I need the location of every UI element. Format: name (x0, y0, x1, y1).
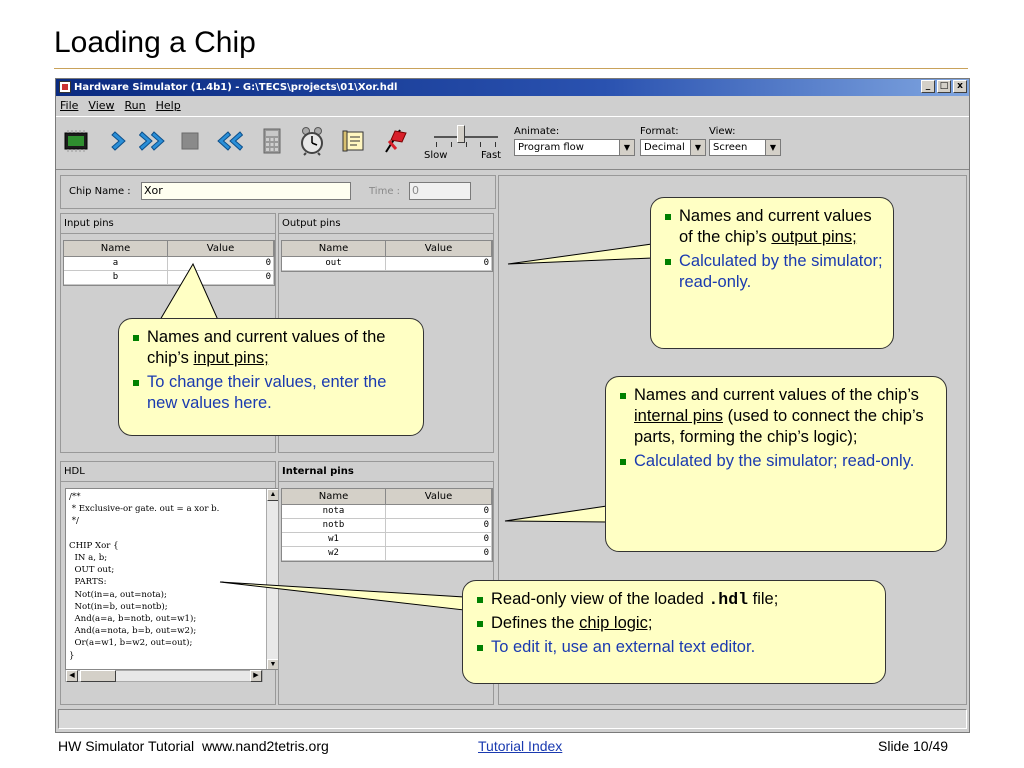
pin-value: 0 (386, 533, 492, 546)
col-value-header: Value (386, 489, 492, 505)
run-button[interactable] (138, 125, 170, 157)
callout-bullet: To edit it, use an external text editor. (473, 637, 875, 658)
hdl-code-view[interactable] (65, 488, 279, 670)
chevron-down-icon: ▼ (765, 140, 780, 155)
input-pins-title: Input pins (61, 214, 275, 234)
pin-name: nota (282, 505, 386, 518)
status-bar (58, 709, 967, 729)
hdl-callout (462, 580, 886, 684)
chip-name-panel (60, 175, 496, 209)
col-name-header: Name (282, 241, 386, 257)
col-name-header: Name (282, 489, 386, 505)
view-value: Screen (713, 142, 748, 153)
format-label: Format: (640, 126, 679, 137)
scroll-up-icon[interactable]: ▲ (267, 489, 279, 501)
table-row (282, 547, 492, 561)
view-label: View: (709, 126, 736, 137)
table-row (282, 519, 492, 533)
run-icon (139, 129, 169, 153)
single-step-icon (108, 129, 132, 153)
output-pins-title: Output pins (279, 214, 493, 234)
window-title: Hardware Simulator (1.4b1) - G:\TECS\projects\01\Xor.hdl (74, 82, 398, 93)
reset-icon (213, 129, 243, 153)
col-value-header: Value (386, 241, 492, 257)
pin-value-input[interactable]: 0 (168, 257, 274, 270)
slide-number: Slide 10/49 (878, 738, 949, 754)
footer-website: www.nand2tetris.org (201, 738, 329, 754)
format-value: Decimal (644, 142, 685, 153)
callout-bullet: Calculated by the simulator; read-only. (616, 451, 936, 472)
scroll-right-icon[interactable]: ▶ (250, 670, 262, 682)
output-pins-callout (650, 197, 894, 349)
script-icon (341, 128, 367, 154)
breakpoint-button[interactable] (378, 125, 410, 157)
internal-pins-callout (605, 376, 947, 552)
col-name-header: Name (64, 241, 168, 257)
menu-bar (56, 97, 969, 115)
script-button[interactable] (338, 125, 370, 157)
internal-pins-title: Internal pins (279, 462, 493, 482)
pin-name: notb (282, 519, 386, 532)
footer-left (58, 738, 329, 754)
pin-value: 0 (386, 505, 492, 518)
pin-value: 0 (386, 257, 492, 270)
hdl-panel (60, 461, 276, 705)
stop-button[interactable] (174, 125, 206, 157)
input-pins-callout (118, 318, 424, 436)
speed-slider-handle[interactable] (457, 125, 465, 143)
clock-icon (298, 126, 326, 156)
load-chip-button[interactable] (60, 125, 92, 157)
animate-select[interactable] (514, 139, 635, 156)
pin-name: a (64, 257, 168, 270)
callout-bullet: To change their values, enter the new values here. (129, 372, 413, 414)
menu-help[interactable]: Help (155, 99, 181, 112)
table-row (282, 257, 492, 271)
table-row (64, 257, 274, 271)
callout-bullet: Names and current values of the chip’s output pins; (661, 206, 883, 248)
table-row (282, 533, 492, 547)
close-button[interactable]: x (953, 80, 967, 93)
calculator-button[interactable] (256, 125, 288, 157)
time-field: 0 (409, 182, 471, 200)
reset-button[interactable] (212, 125, 244, 157)
table-row (64, 271, 274, 285)
animate-value: Program flow (518, 142, 584, 153)
chevron-down-icon: ▼ (619, 140, 634, 155)
app-icon (59, 81, 71, 93)
input-pins-table (63, 240, 275, 286)
menu-file[interactable]: File (60, 99, 79, 112)
hdl-horizontal-scrollbar[interactable] (65, 670, 263, 682)
maximize-button[interactable]: □ (937, 80, 951, 93)
callout-bullet: Calculated by the simulator; read-only. (661, 251, 883, 293)
chevron-down-icon: ▼ (690, 140, 705, 155)
minimize-button[interactable]: _ (921, 80, 935, 93)
pin-name: w2 (282, 547, 386, 560)
title-divider (54, 68, 968, 69)
clock-button[interactable] (296, 125, 328, 157)
callout-bullet: Names and current values of the chip’s internal pins (used to connect the chip’s parts, forming the chip’s logic); (616, 385, 936, 448)
pin-name: w1 (282, 533, 386, 546)
calculator-icon (259, 127, 285, 155)
window-titlebar[interactable] (56, 79, 969, 96)
breakpoint-flag-icon (380, 127, 408, 155)
format-select[interactable] (640, 139, 706, 156)
pin-name: out (282, 257, 386, 270)
chip-load-icon (62, 129, 90, 153)
animate-label: Animate: (514, 126, 560, 137)
callout-bullet: Names and current values of the chip’s input pins; (129, 327, 413, 369)
chip-name-field[interactable]: Xor (141, 182, 351, 200)
footer-center (478, 738, 562, 754)
pin-name: b (64, 271, 168, 284)
single-step-button[interactable] (104, 125, 136, 157)
chip-name-label: Chip Name : (69, 186, 131, 197)
pin-value-input[interactable]: 0 (168, 271, 274, 284)
toolbar (56, 116, 969, 170)
callout-bullet: Read-only view of the loaded .hdl file; (473, 589, 875, 610)
speed-slider-ticks (436, 142, 496, 148)
speed-slider-track[interactable] (434, 136, 498, 138)
hdl-title: HDL (61, 462, 275, 482)
scroll-down-icon[interactable]: ▼ (267, 659, 279, 670)
fast-label: Fast (481, 150, 502, 161)
footer-course: HW Simulator Tutorial (58, 738, 195, 754)
hdl-vertical-scrollbar[interactable] (266, 489, 278, 670)
pin-value: 0 (386, 547, 492, 560)
output-pins-table (281, 240, 493, 272)
tutorial-index-link[interactable]: Tutorial Index (478, 738, 563, 754)
scroll-thumb[interactable] (80, 670, 116, 682)
scroll-left-icon[interactable]: ◀ (66, 670, 78, 682)
slow-label: Slow (424, 150, 448, 161)
menu-view[interactable]: View (88, 99, 115, 112)
pin-value: 0 (386, 519, 492, 532)
slide-title: Loading a Chip (54, 26, 256, 59)
internal-pins-table (281, 488, 493, 562)
table-row (282, 505, 492, 519)
stop-icon (179, 130, 201, 152)
time-label: Time : (369, 186, 401, 197)
col-value-header: Value (168, 241, 274, 257)
menu-run[interactable]: Run (124, 99, 146, 112)
callout-bullet: Defines the chip logic; (473, 613, 875, 634)
hdl-code: /** * Exclusive-or gate. out = a xor b. */ CHIP Xor { IN a, b; OUT out; PARTS: Not(in=a, out=nota); Not(in=b, out=notb); And(a=a, b=notb, out=w1); And(a=nota, b=b, out=w2); Or(a=w1, b=w2, out=out); } (69, 492, 220, 661)
view-select[interactable] (709, 139, 781, 156)
